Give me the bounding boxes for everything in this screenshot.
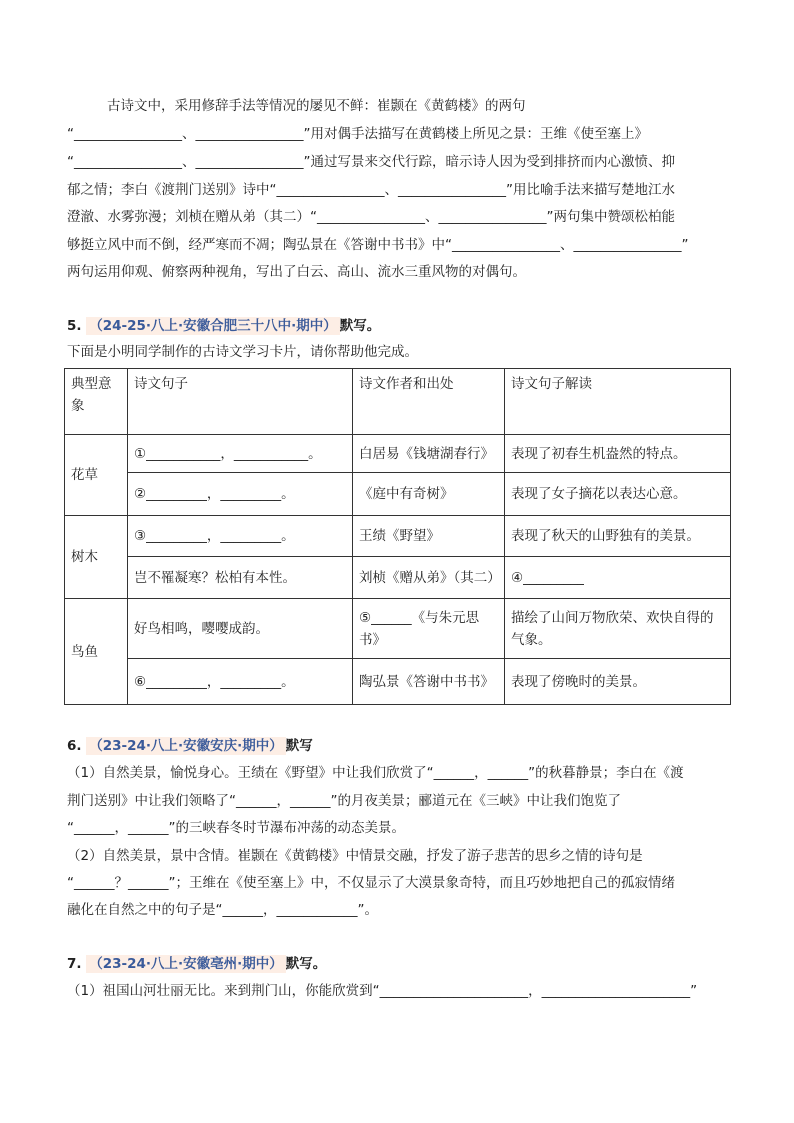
q6-heading bbox=[67, 736, 313, 756]
author-cell[interactable]: ⑤______《与朱元思书》 bbox=[353, 599, 505, 659]
q6-line-3: “______，______”的三峡春冬时节瀑布冲荡的动态美景。 bbox=[67, 820, 405, 836]
note-cell[interactable]: ④_________ bbox=[505, 557, 731, 599]
q6-line-2: 荆门送别》中让我们领略了“______，______”的月夜美景；郦道元在《三峡》中让我们饱览了 bbox=[67, 793, 621, 809]
group-flowers: 花草 bbox=[65, 435, 128, 516]
sentence-cell[interactable]: ⑥_________，_________。 bbox=[128, 659, 353, 705]
q4-line-7: 两句运用仰观、俯察两种视角，写出了白云、高山、流水三重风物的对偶句。 bbox=[67, 264, 526, 280]
q5-task: 默写。 bbox=[339, 318, 381, 334]
table-row bbox=[65, 435, 731, 473]
q7-number: 7. bbox=[67, 956, 82, 972]
sentence-cell: 好鸟相鸣，嘤嘤成韵。 bbox=[128, 599, 353, 659]
sentence-cell[interactable]: ②_________，_________。 bbox=[128, 473, 353, 516]
sentence-cell: 岂不罹凝寒？松柏有本性。 bbox=[128, 557, 353, 599]
header-author: 诗文作者和出处 bbox=[353, 369, 505, 435]
author-cell: 《庭中有奇树》 bbox=[353, 473, 505, 516]
group-birds-fish: 鸟鱼 bbox=[65, 599, 128, 705]
q4-line-4: 郁之情；李白《渡荆门送别》诗中“________________、________________”用比喻手法来描写楚地江水 bbox=[67, 182, 675, 198]
author-cell: 王绩《野望》 bbox=[353, 516, 505, 557]
q6-source: （23-24·八上·安徽安庆·期中） bbox=[86, 737, 286, 755]
q7-line-1: （1）祖国山河壮丽无比。来到荆门山，你能欣赏到“______________________，______________________” bbox=[67, 983, 698, 999]
q4-line-1: 古诗文中，采用修辞手法等情况的屡见不鲜：崔颢在《黄鹤楼》的两句 bbox=[107, 98, 526, 114]
q7-task: 默写。 bbox=[285, 956, 327, 972]
author-cell: 陶弘景《答谢中书书》 bbox=[353, 659, 505, 705]
note-cell: 表现了傍晚时的美景。 bbox=[505, 659, 731, 705]
q7-source: （23-24·八上·安徽亳州·期中） bbox=[86, 955, 286, 973]
note-cell: 表现了秋天的山野独有的美景。 bbox=[505, 516, 731, 557]
table-row bbox=[65, 599, 731, 659]
q7-heading bbox=[67, 954, 326, 974]
sentence-cell[interactable]: ①___________，___________。 bbox=[128, 435, 353, 473]
q5-source: （24-25·八上·安徽合肥三十八中·期中） bbox=[86, 317, 340, 335]
q5-intro: 下面是小明同学制作的古诗文学习卡片，请你帮助他完成。 bbox=[67, 344, 418, 360]
q4-line-5: 澄澈、水雾弥漫；刘桢在赠从弟（其二）“________________、________________”两句集中赞颂松柏能 bbox=[67, 209, 675, 225]
q6-line-1: （1）自然美景，愉悦身心。王绩在《野望》中让我们欣赏了“______，______”的秋暮静景；李白在《渡 bbox=[67, 765, 684, 781]
table-row bbox=[65, 557, 731, 599]
note-cell: 表现了女子摘花以表达心意。 bbox=[505, 473, 731, 516]
author-cell: 白居易《钱塘湖春行》 bbox=[353, 435, 505, 473]
table-row bbox=[65, 473, 731, 516]
table-row bbox=[65, 516, 731, 557]
note-cell: 描绘了山间万物欣荣、欢快自得的气象。 bbox=[505, 599, 731, 659]
q5-heading bbox=[67, 316, 380, 336]
q6-task: 默写 bbox=[285, 738, 313, 754]
q6-number: 6. bbox=[67, 738, 82, 754]
study-card-table bbox=[64, 368, 731, 705]
q6-line-6: 融化在自然之中的句子是“______，____________”。 bbox=[67, 902, 378, 918]
author-cell: 刘桢《赠从弟》（其二） bbox=[353, 557, 505, 599]
q5-number: 5. bbox=[67, 318, 82, 334]
q6-line-5: “______？______”；王维在《使至塞上》中，不仅显示了大漠景象奇特，而且巧妙地把自己的孤寂情绪 bbox=[67, 875, 675, 891]
header-note: 诗文句子解读 bbox=[505, 369, 731, 435]
sentence-cell[interactable]: ③_________，_________。 bbox=[128, 516, 353, 557]
q4-line-6: 够挺立风中而不倒，经严寒而不凋；陶弘景在《答谢中书书》中“________________、________________” bbox=[67, 237, 689, 253]
table-row bbox=[65, 659, 731, 705]
q6-line-4: （2）自然美景，景中含情。崔颢在《黄鹤楼》中情景交融，抒发了游子悲苦的思乡之情的诗句是 bbox=[67, 848, 643, 864]
table-header-row bbox=[65, 369, 731, 435]
group-trees: 树木 bbox=[65, 516, 128, 599]
note-cell: 表现了初春生机盎然的特点。 bbox=[505, 435, 731, 473]
q4-line-3: “________________、________________”通过写景来交代行踪，暗示诗人因为受到排挤而内心激愤、抑 bbox=[67, 154, 675, 170]
header-sentence: 诗文句子 bbox=[128, 369, 353, 435]
header-imagery: 典型意象 bbox=[65, 369, 128, 435]
q4-line-2: “________________、________________”用对偶手法描写在黄鹤楼上所见之景：王维《使至塞上》 bbox=[67, 126, 648, 142]
